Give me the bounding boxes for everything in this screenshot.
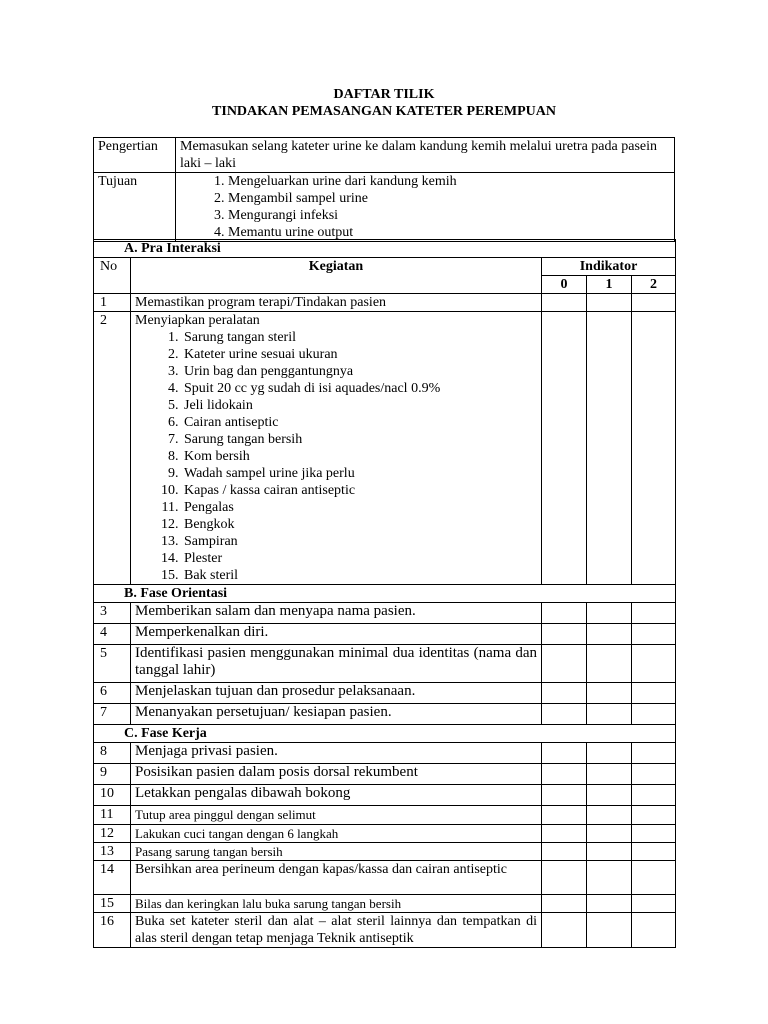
score-cell-2[interactable] — [632, 704, 676, 725]
score-cell-0[interactable] — [542, 913, 587, 948]
score-cell-2[interactable] — [632, 825, 676, 843]
row-number: 1 — [94, 294, 131, 312]
row-activity: Menjelaskan tujuan dan prosedur pelaksanaan. — [131, 683, 542, 704]
score-cell-1[interactable] — [587, 312, 632, 585]
col-header-indicator: Indikator — [542, 258, 676, 276]
table-row — [94, 704, 676, 725]
equipment-list — [135, 329, 537, 584]
score-cell-1[interactable] — [587, 743, 632, 764]
table-row — [94, 843, 676, 861]
definition-text: Memasukan selang kateter urine ke dalam kandung kemih melalui uretra pada pasein laki – laki — [176, 138, 675, 173]
row-number: 5 — [94, 645, 131, 683]
table-row — [94, 603, 676, 624]
table-row — [94, 624, 676, 645]
score-cell-2[interactable] — [632, 764, 676, 785]
equipment-item: 14. Plester — [182, 550, 537, 567]
score-cell-0[interactable] — [542, 785, 587, 806]
section-row — [94, 725, 676, 743]
info-table — [93, 137, 675, 242]
goal-item: 1. Mengeluarkan urine dari kandung kemih — [228, 173, 670, 190]
row-number: 16 — [94, 913, 131, 948]
row-number: 12 — [94, 825, 131, 843]
row-number: 10 — [94, 785, 131, 806]
row-number: 13 — [94, 843, 131, 861]
score-cell-2[interactable] — [632, 913, 676, 948]
row-number: 14 — [94, 861, 131, 895]
score-cell-2[interactable] — [632, 843, 676, 861]
row-activity: Bilas dan keringkan lalu buka sarung tangan bersih — [131, 895, 542, 913]
equipment-item: 9. Wadah sampel urine jika perlu — [182, 465, 537, 482]
row-activity: Memastikan program terapi/Tindakan pasien — [131, 294, 542, 312]
document-title: DAFTAR TILIK — [333, 87, 435, 102]
equipment-item: 10. Kapas / kassa cairan antiseptic — [182, 482, 537, 499]
equipment-item: 3. Urin bag dan penggantungnya — [182, 363, 537, 380]
score-cell-2[interactable] — [632, 895, 676, 913]
col-header-activity: Kegiatan — [131, 258, 542, 294]
equipment-item: 4. Spuit 20 cc yg sudah di isi aquades/nacl 0.9% — [182, 380, 537, 397]
row-activity: Posisikan pasien dalam posis dorsal rekumbent — [131, 764, 542, 785]
score-cell-2[interactable] — [632, 861, 676, 895]
score-cell-1[interactable] — [587, 645, 632, 683]
score-cell-0[interactable] — [542, 683, 587, 704]
table-row — [94, 806, 676, 825]
score-cell-1[interactable] — [587, 806, 632, 825]
row-number: 6 — [94, 683, 131, 704]
header-row — [94, 258, 676, 276]
equipment-item: 12. Bengkok — [182, 516, 537, 533]
goal-item: 4. Memantu urine output — [228, 224, 670, 241]
score-cell-1[interactable] — [587, 785, 632, 806]
row-activity: Pasang sarung tangan bersih — [131, 843, 542, 861]
row-activity — [131, 312, 542, 585]
col-header-no: No — [94, 258, 131, 294]
section-title-fase-orientasi: B. Fase Orientasi — [94, 585, 676, 603]
score-cell-2[interactable] — [632, 294, 676, 312]
indicator-level-0: 0 — [542, 276, 587, 294]
indicator-level-1: 1 — [587, 276, 632, 294]
score-cell-0[interactable] — [542, 312, 587, 585]
score-cell-2[interactable] — [632, 603, 676, 624]
score-cell-0[interactable] — [542, 806, 587, 825]
row-number: 7 — [94, 704, 131, 725]
table-row — [94, 913, 676, 948]
score-cell-0[interactable] — [542, 645, 587, 683]
document-subtitle: TINDAKAN PEMASANGAN KATETER PEREMPUAN — [212, 104, 556, 119]
row-number: 8 — [94, 743, 131, 764]
equipment-item: 7. Sarung tangan bersih — [182, 431, 537, 448]
row-number: 4 — [94, 624, 131, 645]
score-cell-1[interactable] — [587, 843, 632, 861]
equipment-item: 2. Kateter urine sesuai ukuran — [182, 346, 537, 363]
row-activity: Lakukan cuci tangan dengan 6 langkah — [131, 825, 542, 843]
score-cell-2[interactable] — [632, 683, 676, 704]
goal-item: 2. Mengambil sampel urine — [228, 190, 670, 207]
definition-label: Pengertian — [94, 138, 176, 173]
equipment-item: 11. Pengalas — [182, 499, 537, 516]
row-activity: Menjaga privasi pasien. — [131, 743, 542, 764]
indicator-level-2: 2 — [632, 276, 676, 294]
score-cell-2[interactable] — [632, 785, 676, 806]
score-cell-2[interactable] — [632, 624, 676, 645]
score-cell-0[interactable] — [542, 624, 587, 645]
score-cell-2[interactable] — [632, 743, 676, 764]
goal-cell — [176, 173, 675, 242]
row-activity: Identifikasi pasien menggunakan minimal dua identitas (nama dan tanggal lahir) — [131, 645, 542, 683]
equipment-item: 15. Bak steril — [182, 567, 537, 584]
section-title-fase-kerja: C. Fase Kerja — [94, 725, 676, 743]
table-row — [94, 294, 676, 312]
score-cell-2[interactable] — [632, 312, 676, 585]
row-activity: Tutup area pinggul dengan selimut — [131, 806, 542, 825]
score-cell-1[interactable] — [587, 913, 632, 948]
row-activity: Memberikan salam dan menyapa nama pasien. — [131, 603, 542, 624]
table-row — [94, 861, 676, 895]
table-row — [94, 743, 676, 764]
score-cell-1[interactable] — [587, 764, 632, 785]
score-cell-1[interactable] — [587, 895, 632, 913]
row-activity: Memperkenalkan diri. — [131, 624, 542, 645]
equipment-item: 6. Cairan antiseptic — [182, 414, 537, 431]
score-cell-1[interactable] — [587, 603, 632, 624]
definition-row — [94, 138, 675, 173]
table-row — [94, 764, 676, 785]
row-number: 3 — [94, 603, 131, 624]
score-cell-0[interactable] — [542, 843, 587, 861]
score-cell-0[interactable] — [542, 704, 587, 725]
goal-row — [94, 173, 675, 242]
equipment-item: 13. Sampiran — [182, 533, 537, 550]
score-cell-1[interactable] — [587, 704, 632, 725]
score-cell-1[interactable] — [587, 294, 632, 312]
row-activity: Menanyakan persetujuan/ kesiapan pasien. — [131, 704, 542, 725]
score-cell-0[interactable] — [542, 294, 587, 312]
score-cell-0[interactable] — [542, 743, 587, 764]
table-row — [94, 785, 676, 806]
goal-list — [180, 173, 670, 241]
score-cell-1[interactable] — [587, 683, 632, 704]
score-cell-0[interactable] — [542, 895, 587, 913]
section-row — [94, 585, 676, 603]
score-cell-0[interactable] — [542, 825, 587, 843]
score-cell-0[interactable] — [542, 861, 587, 895]
table-row — [94, 895, 676, 913]
score-cell-1[interactable] — [587, 861, 632, 895]
score-cell-2[interactable] — [632, 645, 676, 683]
row-number: 11 — [94, 806, 131, 825]
table-row — [94, 825, 676, 843]
row-activity: Bersihkan area perineum dengan kapas/kassa dan cairan antiseptic — [131, 861, 542, 895]
row-number: 15 — [94, 895, 131, 913]
score-cell-0[interactable] — [542, 764, 587, 785]
row-activity: Letakkan pengalas dibawah bokong — [131, 785, 542, 806]
table-row — [94, 312, 676, 585]
goal-item: 3. Mengurangi infeksi — [228, 207, 670, 224]
section-row — [94, 240, 676, 258]
table-row — [94, 683, 676, 704]
score-cell-0[interactable] — [542, 603, 587, 624]
checklist-table — [93, 239, 676, 948]
equipment-heading: Menyiapkan peralatan — [135, 313, 260, 328]
equipment-item: 1. Sarung tangan steril — [182, 329, 537, 346]
equipment-item: 8. Kom bersih — [182, 448, 537, 465]
score-cell-1[interactable] — [587, 825, 632, 843]
score-cell-2[interactable] — [632, 806, 676, 825]
row-number: 2 — [94, 312, 131, 585]
row-number: 9 — [94, 764, 131, 785]
score-cell-1[interactable] — [587, 624, 632, 645]
equipment-item: 5. Jeli lidokain — [182, 397, 537, 414]
section-title-pra-interaksi: A. Pra Interaksi — [94, 240, 676, 258]
goal-label: Tujuan — [94, 173, 176, 242]
row-activity: Buka set kateter steril dan alat – alat steril lainnya dan tempatkan di alas steril dengan tetap menjaga Teknik antiseptik — [131, 913, 542, 948]
table-row — [94, 645, 676, 683]
